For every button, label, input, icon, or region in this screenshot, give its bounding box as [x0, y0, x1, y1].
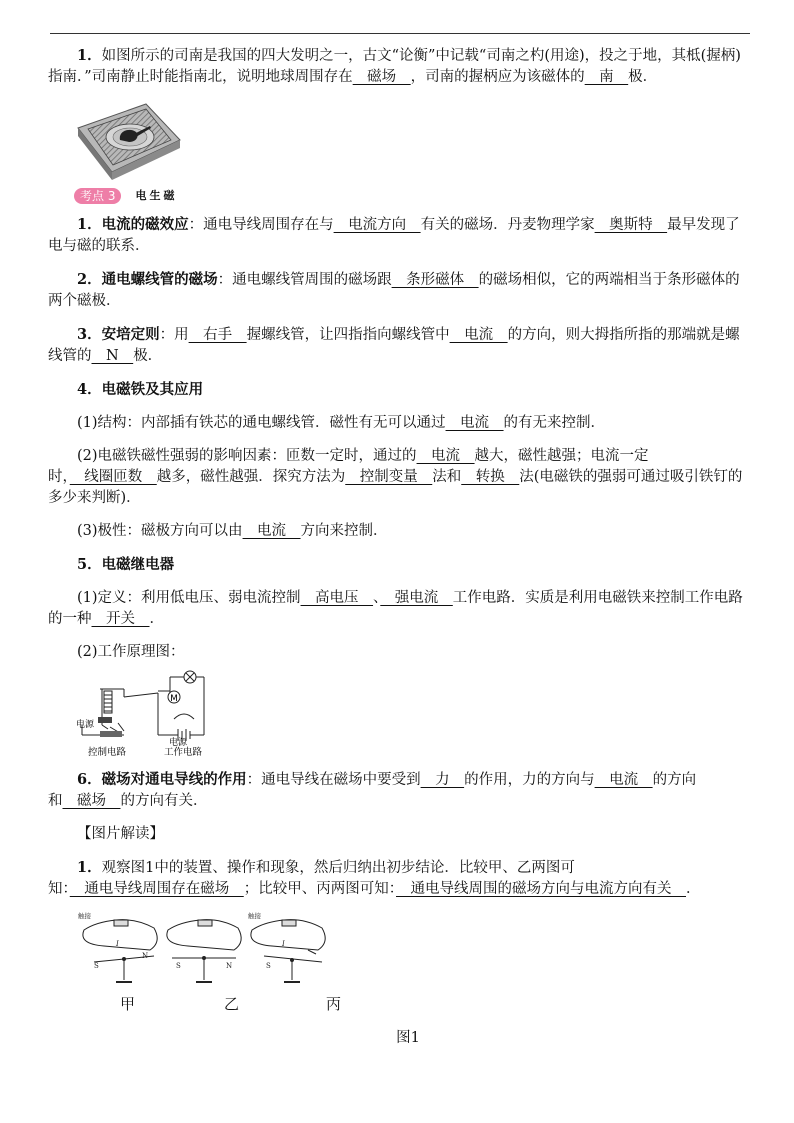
q1-number: 1．: [77, 47, 102, 64]
figure-1-caption: 图1: [396, 1030, 420, 1046]
p4-2-text-4: 法和: [432, 469, 462, 485]
p1-text-1: ：通电导线周围存在与: [188, 217, 334, 233]
q1-text-2: ，司南的握柄应为该磁体的: [410, 69, 585, 85]
p4-2-answer-2: 线圈匝数: [69, 469, 157, 485]
sinan-compass-image: [74, 96, 184, 181]
p6-text-4: 的方向有关．: [120, 793, 208, 809]
point-5-title: [48, 554, 748, 576]
fig1-label-yi: 乙: [224, 995, 240, 1013]
p4-1-answer-1: 电流: [445, 415, 504, 431]
p3-number: 3．: [77, 326, 102, 343]
p4-2-answer-3: 控制变量: [345, 469, 433, 485]
jiedu-answer-2: 通电导线周围的磁场方向与电流方向有关: [396, 881, 686, 897]
p5-1-text-2: 、: [373, 590, 381, 606]
jiedu-text-3: ．: [686, 881, 701, 897]
p4-1-text-2: 的有无来控制．: [503, 415, 606, 431]
p4-2-text-5: 法(电磁铁的强弱可通过吸引铁钉的多少来判断)．: [48, 469, 743, 506]
jiedu-answer-1: 通电导线周围存在磁场: [69, 881, 244, 897]
point-6: [48, 769, 748, 812]
fig1-bing-touch-label: 触接: [248, 912, 261, 920]
jiedu-title: 【图片解读】: [77, 826, 164, 842]
p1-text-3: 最早发现了电与磁的联系．: [48, 217, 740, 254]
p3-answer-2: 电流: [449, 327, 508, 343]
fig1-jia-s-label: S: [94, 962, 99, 970]
p4-3-text-1: (3)极性：磁极方向可以由: [77, 523, 243, 539]
control-circuit-label: 控制电路: [88, 747, 127, 758]
p5-1-answer-1: 高电压: [300, 590, 374, 606]
point-1: [48, 214, 748, 257]
p4-2-answer-1: 电流: [416, 448, 475, 464]
p6-text-2: 的作用，力的方向与: [464, 772, 595, 788]
motor-symbol-label: M: [170, 694, 178, 704]
p5-1-answer-3: 开关: [91, 611, 150, 627]
figure-1-panel-labels: [48, 994, 748, 1020]
p3-text-1: ：用: [159, 327, 189, 343]
p5-1-answer-2: 强电流: [380, 590, 453, 606]
q1-text-3: 极．: [628, 69, 658, 85]
p4-1-text-1: (1)结构：内部插有铁芯的通电螺线管．磁性有无可以通过: [77, 415, 446, 431]
p6-text-1: ：通电导线在磁场中要受到: [246, 772, 421, 788]
p5-2-text-1: (2)工作原理图：: [77, 644, 185, 660]
p6-answer-3: 磁场: [62, 793, 121, 809]
p6-answer-2: 电流: [594, 772, 653, 788]
top-rule: [50, 33, 750, 34]
p6-number: 6．: [77, 771, 102, 788]
point-4-1: [48, 413, 748, 434]
p1-number: 1．: [77, 216, 102, 233]
p4-2-text-3: 越多，磁性越强．探究方法为: [156, 469, 346, 485]
work-circuit-label: 工作电路: [164, 747, 203, 758]
point-2: [48, 269, 748, 312]
p5-1-text-1: (1)定义：利用低电压、弱电流控制: [77, 590, 301, 606]
fig1-bing-s-label: S: [266, 962, 271, 970]
fig1-label-jia: 甲: [120, 995, 136, 1013]
p6-term: 磁场对通电导线的作用: [101, 771, 247, 788]
p1-answer-1: 电流方向: [333, 217, 421, 233]
point-4-title: [48, 379, 748, 401]
p1-answer-2: 奥斯特: [594, 217, 668, 233]
p3-answer-1: 右手: [188, 327, 247, 343]
q1-answer-2: 南: [584, 69, 629, 85]
jiedu-number: 1．: [77, 859, 102, 876]
fig1-label-bing: 丙: [326, 995, 342, 1013]
p4-2-text-2: 越大，磁性越强；电流一定时，: [48, 448, 649, 485]
p2-text-2: 的磁场相似，它的两端相当于条形磁体的两个磁极．: [48, 272, 740, 309]
page-content: [48, 45, 748, 1049]
kaodian-badge: 考点 3: [74, 188, 121, 204]
work-source-label: 电源: [169, 738, 188, 748]
jiedu-text-1: 观察图1中的装置、操作和现象，然后归纳出初步结论．比较甲、乙两图可知：: [48, 860, 575, 897]
fig1-yi-s-label: S: [176, 962, 181, 970]
p3-term: 安培定则: [101, 326, 160, 343]
p2-answer-1: 条形磁体: [391, 272, 479, 288]
point-4-2: [48, 446, 748, 509]
p4-title: 4．电磁铁及其应用: [77, 381, 204, 398]
p4-3-answer-1: 电流: [242, 523, 301, 539]
point-3: [48, 324, 748, 367]
p4-2-answer-4: 转换: [461, 469, 520, 485]
relay-diagram: [74, 667, 214, 759]
p6-answer-1: 力: [420, 772, 465, 788]
p2-text-1: ：通电螺线管周围的磁场跟: [217, 272, 392, 288]
p5-1-text-3: 工作电路．实质是利用电磁铁来控制工作电路的一种: [48, 590, 743, 627]
p4-3-text-2: 方向来控制．: [300, 523, 388, 539]
fig1-bing-current-label: I: [282, 940, 285, 948]
picture-interpretation-title: [48, 824, 748, 845]
p6-text-3: 的方向和: [48, 772, 697, 809]
p2-number: 2．: [77, 271, 102, 288]
p5-title: 5．电磁继电器: [77, 556, 175, 573]
q1-text-1: 如图所示的司南是我国的四大发明之一，古文“论衡”中记载“司南之杓(用途)，投之于地，其柢(握柄)指南．”司南静止时能指南北，说明地球周围存在: [48, 48, 741, 85]
kaodian-heading: [74, 185, 177, 206]
p1-term: 电流的磁效应: [101, 216, 189, 233]
point-5-1: [48, 588, 748, 630]
fig1-jia-touch-label: 触接: [78, 912, 91, 920]
control-source-label: 电源: [76, 720, 95, 730]
p3-text-2: 握螺线管，让四指指向螺线管中: [246, 327, 450, 343]
figure-1-oersted: [76, 910, 346, 988]
point-5-2: [48, 642, 748, 663]
p3-text-4: 极．: [133, 348, 163, 364]
fig1-jia-current-label: I: [116, 940, 119, 948]
p4-2-text-1: (2)电磁铁磁性强弱的影响因素：匝数一定时，通过的: [77, 448, 417, 464]
point-4-3: [48, 521, 748, 542]
p3-text-3: 的方向，则大拇指所指的那端就是螺线管的: [48, 327, 740, 364]
p2-term: 通电螺线管的磁场: [101, 271, 218, 288]
fig1-yi-n-label: N: [226, 962, 233, 970]
picture-interpretation-1: [48, 857, 748, 900]
kaodian-title: 电生磁: [135, 189, 178, 202]
p5-1-text-4: ．: [149, 611, 164, 627]
fig1-jia-n-label: N: [142, 952, 149, 960]
jiedu-text-2: ；比较甲、丙两图可知：: [243, 881, 396, 897]
question-1: [48, 45, 748, 88]
q1-answer-1: 磁场: [352, 69, 411, 85]
p3-answer-3: N: [91, 348, 134, 364]
p1-text-2: 有关的磁场．丹麦物理学家: [420, 217, 595, 233]
